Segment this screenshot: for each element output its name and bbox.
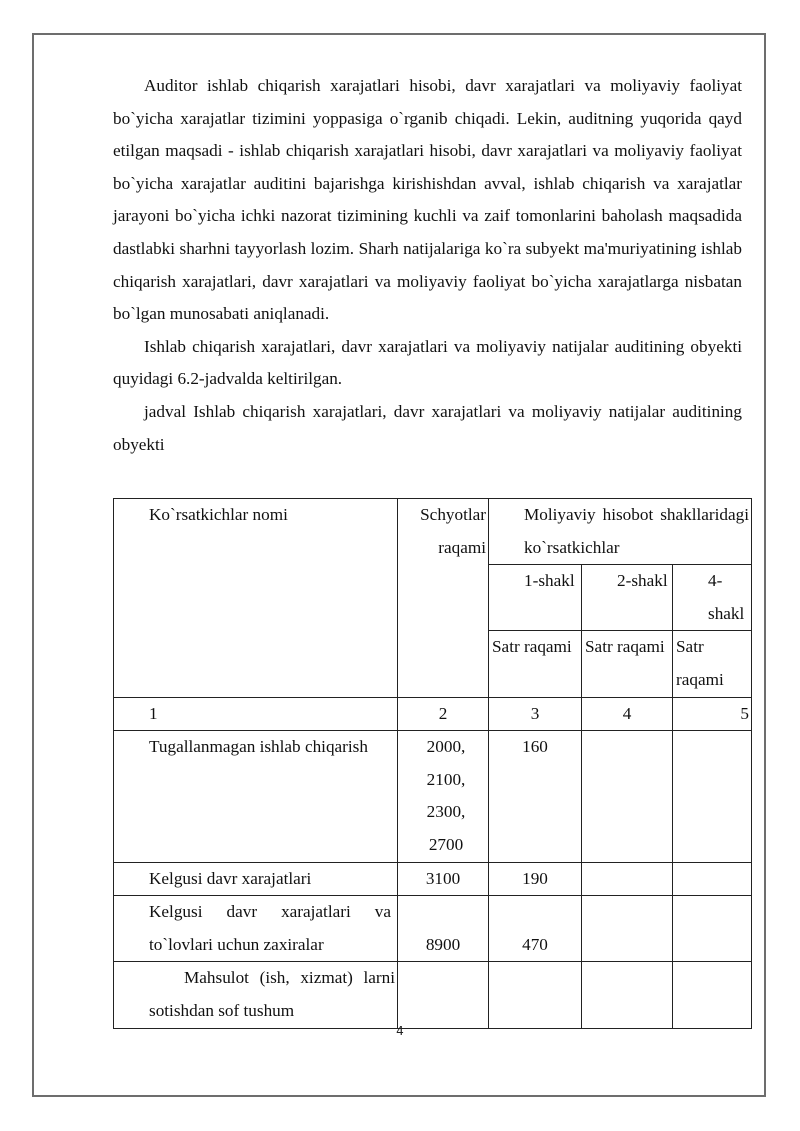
col-number-3: 3 [489, 697, 582, 731]
row-accounts: 3100 [398, 862, 489, 896]
col-number-5: 5 [673, 697, 752, 731]
row-name: Mahsulot (ish, xizmat) larni sotishdan sof tushum [114, 962, 398, 1028]
table-row [114, 731, 752, 862]
row-form-1: 470 [489, 896, 582, 962]
col-number-1: 1 [114, 697, 398, 731]
table-row [114, 862, 752, 896]
paragraph-intro: Auditor ishlab chiqarish xarajatlari hisobi, davr xarajatlari va moliyaviy faoliyat bo`yicha xarajatlar tizimini yoppasiga o`rganib chiqadi. Lekin, auditning yuqorida qayd etilgan maqsadi - ishlab chiqarish xarajatlari hisobi, davr xarajatlari va moliyaviy faoliyat bo`yicha xarajatlar auditini bajarishga kirishishdan avval, ishlab chiqarish va xarajatlar jarayoni bo`yicha ichki nazorat tizimining kuchli va zaif tomonlarini baholash maqsadida dastlabki sharhni tayyorlash lozim. Sharh natijalariga ko`ra subyekt ma'muriyatining ishlab chiqarish xarajatlari, davr xarajatlari va moliyaviy faoliyat bo`yicha xarajatlarga nisbatan bo`lgan munosabati aniqlanadi. [113, 76, 742, 324]
header-indicator-name: Ko`rsatkichlar nomi [114, 499, 398, 698]
row-form-4 [673, 731, 752, 862]
row-form-4 [673, 962, 752, 1028]
col-number-2: 2 [398, 697, 489, 731]
header-row-no-2: Satr raqami [582, 631, 673, 697]
header-row-no-1: Satr raqami [489, 631, 582, 697]
header-form-1: 1-shakl [489, 565, 582, 631]
row-form-2 [582, 962, 673, 1028]
row-form-1: 190 [489, 862, 582, 896]
row-name: Tugallanmagan ishlab chiqarish [114, 731, 398, 862]
table-row [114, 896, 752, 962]
row-form-4 [673, 862, 752, 896]
row-form-2 [582, 896, 673, 962]
row-form-1 [489, 962, 582, 1028]
header-report-forms: Moliyaviy hisobot shakllaridagi ko`rsatkichlar [489, 499, 752, 565]
header-form-4: 4-shakl [673, 565, 752, 631]
paragraph-object: Ishlab chiqarish xarajatlari, davr xarajatlari va moliyaviy natijalar auditining obyekti quyidagi 6.2-jadvalda keltirilgan. [113, 336, 742, 389]
table-header-row [114, 499, 752, 565]
header-account-numbers: Schyotlar raqami [398, 499, 489, 698]
body-text [113, 70, 742, 461]
row-name: Kelgusi davr xarajatlari [114, 862, 398, 896]
row-form-2 [582, 862, 673, 896]
header-form-2: 2-shakl [582, 565, 673, 631]
col-number-4: 4 [582, 697, 673, 731]
page-number: 4 [396, 1024, 404, 1038]
table-caption: jadval Ishlab chiqarish xarajatlari, davr xarajatlari va moliyaviy natijalar auditining obyekti [113, 401, 742, 454]
row-form-1: 160 [489, 731, 582, 862]
row-name: Kelgusi davr xarajatlari va to`lovlari uchun zaxiralar [114, 896, 398, 962]
row-accounts: 8900 [398, 896, 489, 962]
table-row [114, 962, 752, 1028]
row-accounts: 2000, 2100, 2300, 2700 [398, 731, 489, 862]
row-accounts [398, 962, 489, 1028]
audit-object-table [113, 498, 752, 1029]
header-row-no-3: Satr raqami [673, 631, 752, 697]
table-numbering-row [114, 697, 752, 731]
row-form-2 [582, 731, 673, 862]
row-form-4 [673, 896, 752, 962]
